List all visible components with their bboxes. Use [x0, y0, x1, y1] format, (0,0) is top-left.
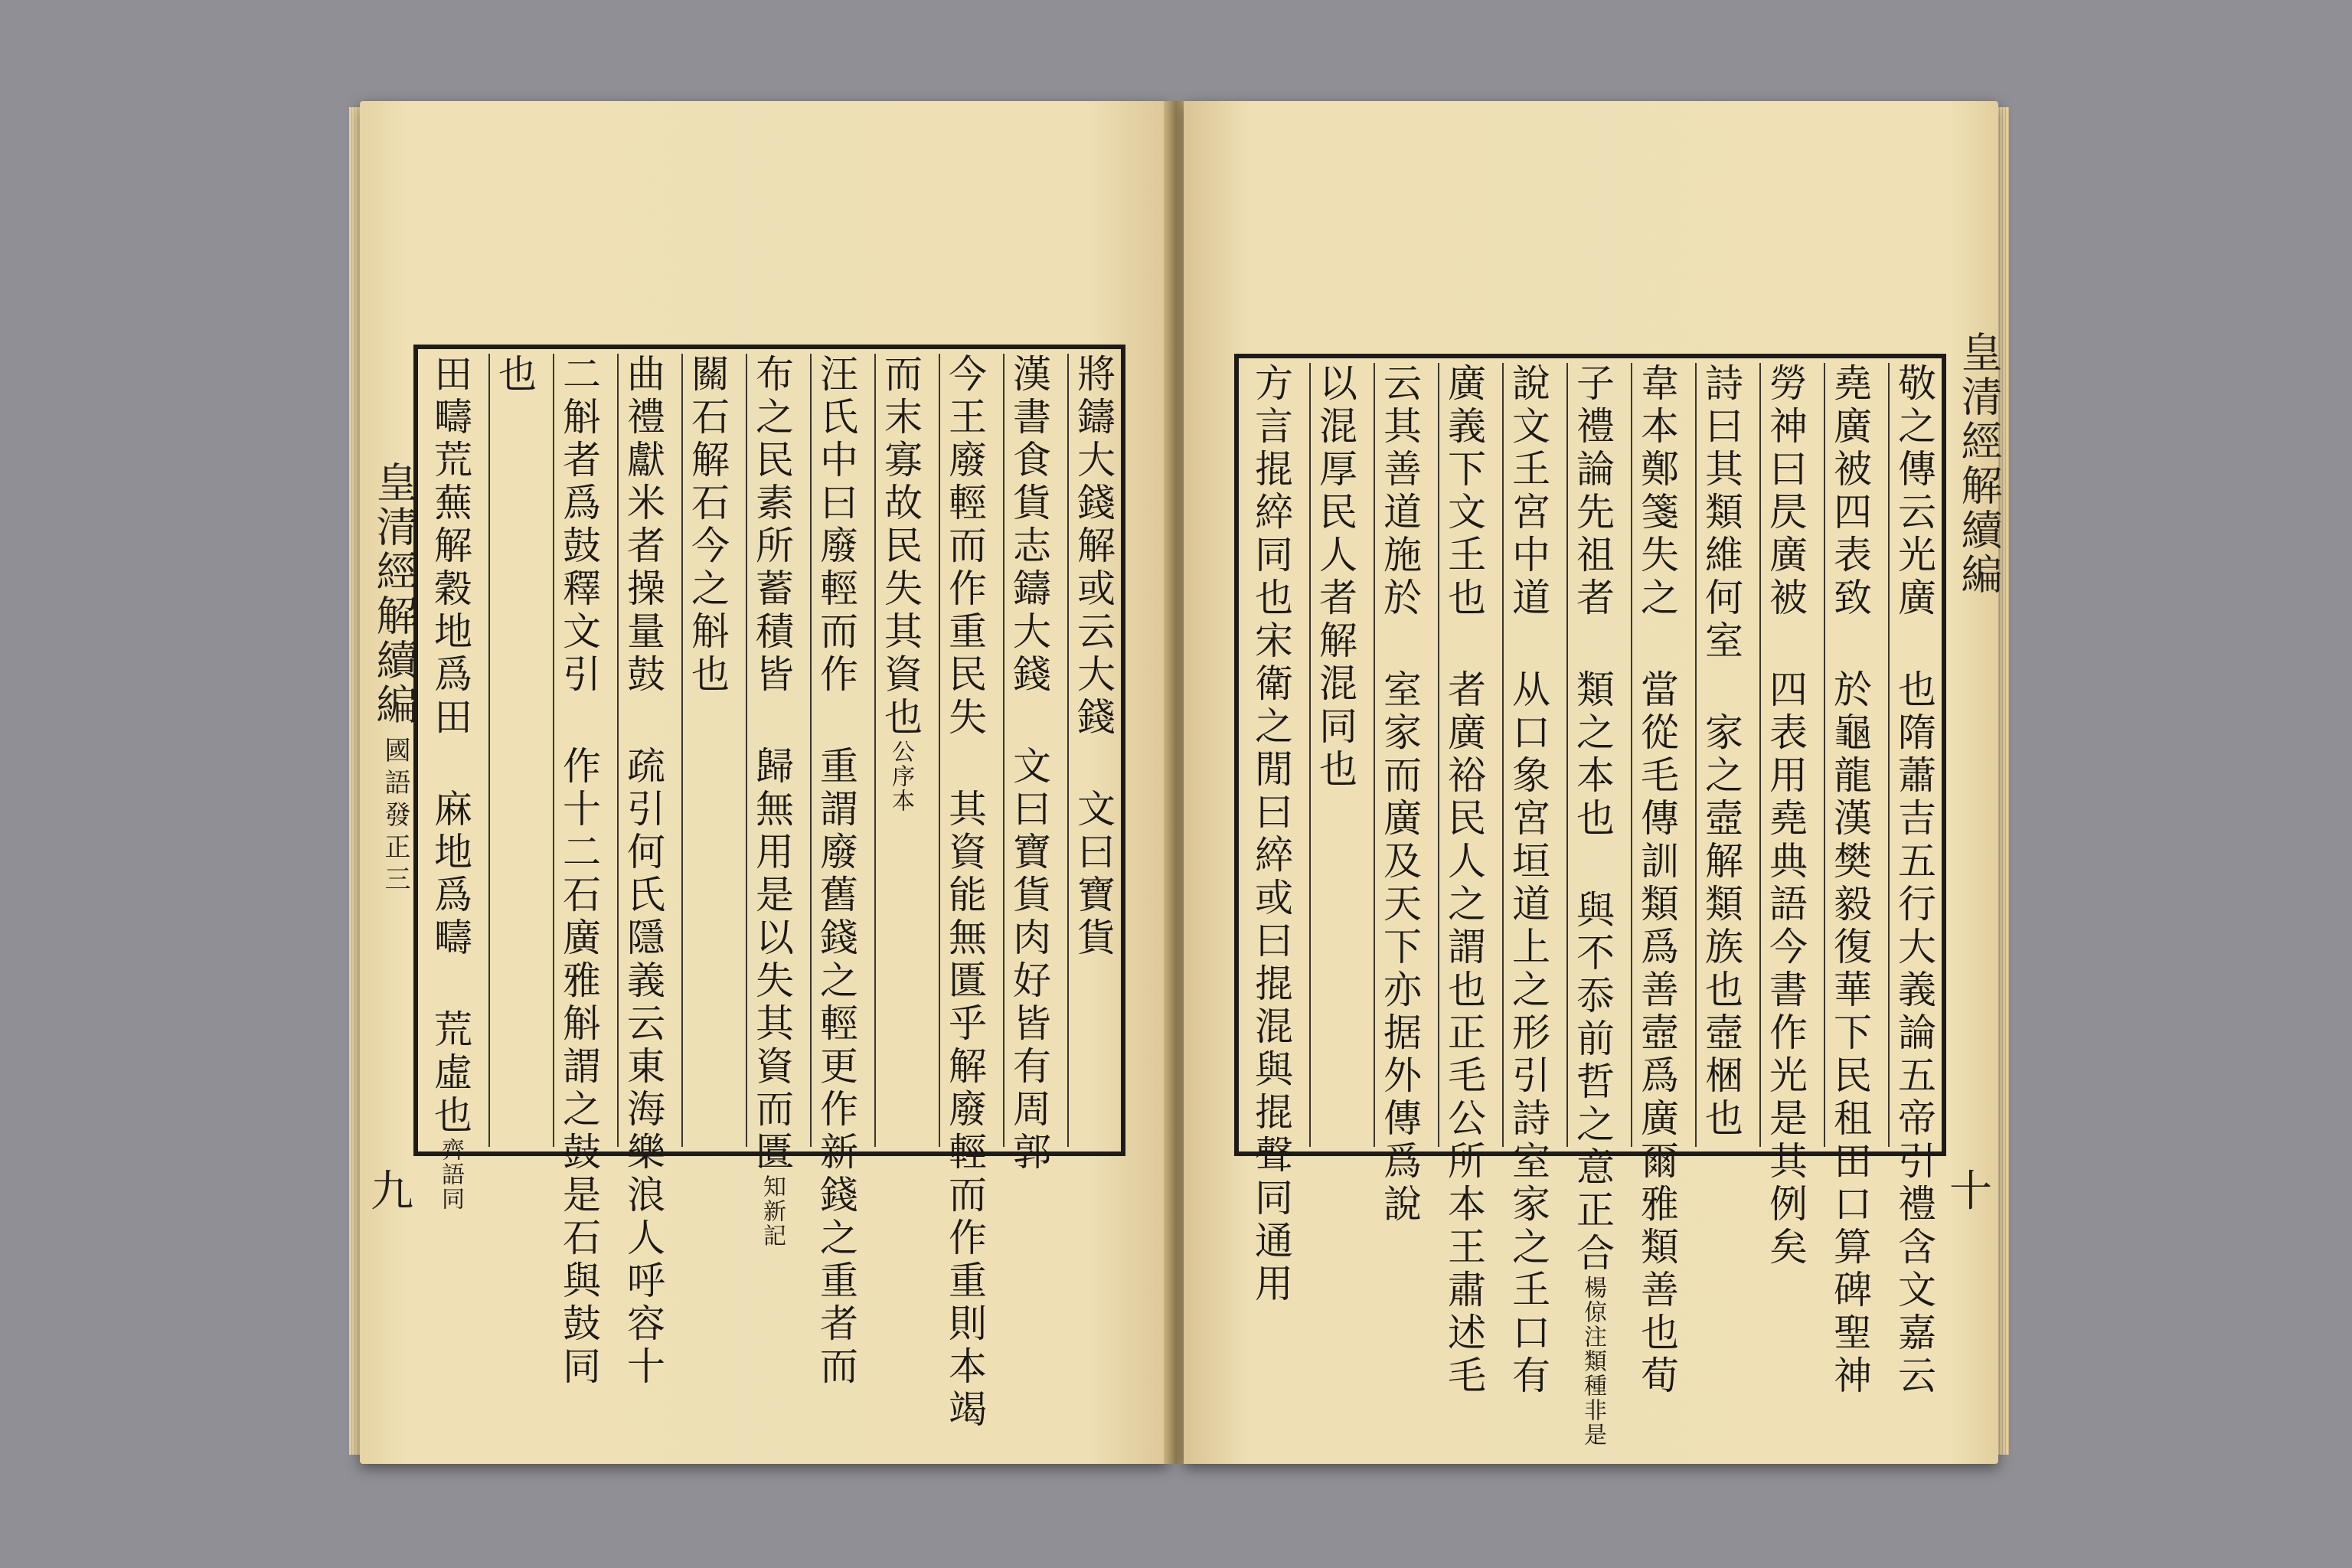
left-text-frame — [413, 345, 1125, 1432]
right-column-2: 堯廣被四表致 於龜龍漢樊毅復華下民租田口算碑聖神 — [1828, 363, 1872, 1398]
right-margin-title: 皇清經解續編 — [1955, 331, 2003, 597]
left-column-6: 布之民素所蓄積皆 歸無用是以失其資而匱知新記 — [750, 354, 794, 1248]
left-column-5: 汪氏中曰廢輕而作 重謂廢舊錢之輕更作新錢之重者而 — [814, 354, 858, 1389]
left-column-8: 曲禮獻米者操量鼓 疏引何氏隱義云東海樂浪人呼容十 — [621, 354, 665, 1389]
left-column-4: 而末寡故民失其資也公序本 — [878, 354, 923, 813]
left-column-10: 也 — [492, 354, 537, 397]
right-column-6: 子禮論先祖者 類之本也 與不忝前哲之意正合楊倞注類種非是 — [1570, 363, 1615, 1447]
right-column-5: 韋本鄭箋失之 當從毛傳訓類爲善壼爲廣爾雅類善也荀 — [1635, 363, 1679, 1398]
open-book — [360, 92, 2003, 1470]
left-column-2: 漢書食貨志鑄大錢 文曰寶貨肉好皆有周郭 — [1007, 354, 1051, 1174]
left-margin-subtitle: 國語發正三 — [380, 737, 410, 897]
left-column-3: 今王廢輕而作重民失 其資能無匱乎解廢輕而作重則本竭 — [942, 354, 987, 1432]
right-text-frame — [1234, 354, 1946, 1447]
left-page-number: 九 — [371, 1167, 413, 1217]
left-page — [360, 101, 1168, 1464]
right-note-yangliang: 楊倞注類種非是 — [1579, 1276, 1606, 1447]
right-column-8: 廣義下文𡈼也 者廣裕民人之謂也正毛公所本王肅述毛 — [1442, 363, 1486, 1398]
right-column-1: 敬之傳云光廣 也隋蕭吉五行大義論五帝引禮含文嘉云 — [1892, 363, 1936, 1398]
left-note-zhixin: 知新記 — [759, 1174, 786, 1248]
left-note-qiyu: 齊語同 — [437, 1138, 464, 1211]
left-column-11: 田疇荒蕪解穀地爲田 麻地爲疇 荒虛也齊語同 — [428, 354, 472, 1211]
right-page-edges — [1997, 107, 2009, 1455]
right-column-11: 方言掍綷同也宋衛之閒曰綷或曰掍混與掍聲同通用 — [1249, 363, 1293, 1306]
right-column-10: 以混厚民人者解混同也 — [1313, 363, 1357, 792]
left-column-7: 關石解石今之斛也 — [685, 354, 730, 697]
left-note-gongxu: 公序本 — [887, 740, 914, 813]
right-column-7: 說文𡈼宮中道 从口象宮垣道上之形引詩室家之𡈼口有 — [1506, 363, 1550, 1398]
right-page — [1184, 101, 2003, 1464]
right-column-3: 勞神曰昃廣被 四表用堯典語今書作光是其例矣 — [1763, 363, 1808, 1269]
right-column-4: 詩曰其類維何室 家之壼解類族也壼梱也 — [1699, 363, 1743, 1141]
left-column-9: 二斛者爲鼓釋文引 作十二石廣雅斛謂之鼓是石與鼓同 — [557, 354, 601, 1389]
left-margin-title: 皇清經解續編 — [370, 461, 418, 727]
left-column-1: 將鑄大錢解或云大錢 文曰寶貨 — [1071, 354, 1116, 960]
right-column-9: 云其善道施於 室家而廣及天下亦据外傳爲說 — [1377, 363, 1422, 1227]
right-page-number: 十 — [1949, 1167, 1992, 1217]
